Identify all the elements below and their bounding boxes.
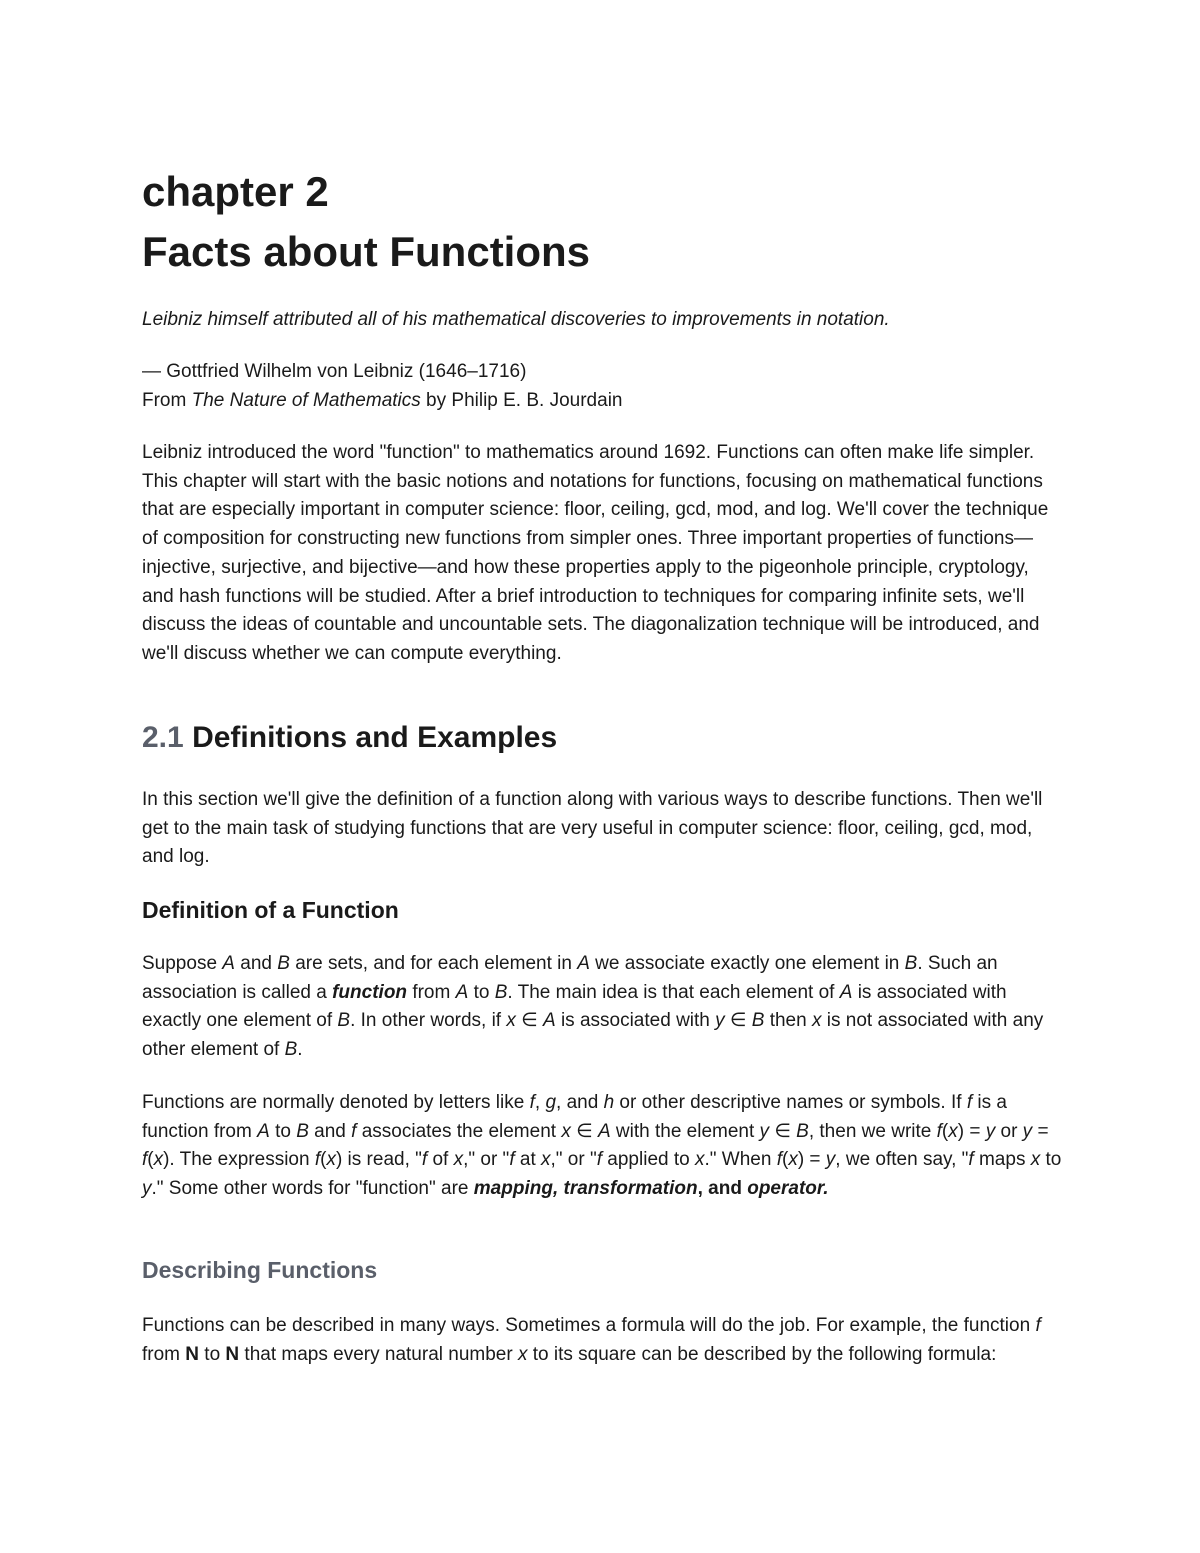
notation-paragraph: Functions are normally denoted by letters like f, g, and h or other descriptive names or symbols. If f is a function from A to B and f associates the element x ∈ A with the element y ∈ B, then we write f(x) = y or y = f(x). The expression f(x) is read, "f of x," or "f at x," or "f applied to x." When f(x) = y, we often say, "f maps x to y." Some other words for "function" are mapping, transformation, and operator. <box>142 1092 1062 1200</box>
chapter-number: chapter 2 <box>142 168 329 215</box>
section-paragraph: In this section we'll give the definition of a function along with various ways to describe functions. Then we'll get to the main task of studying functions that are very useful in computer science: floor, ceiling, gcd, mod, and log. <box>142 789 1043 868</box>
definition-heading: Definition of a Function <box>142 897 399 923</box>
term-mapping: mapping, <box>473 1178 559 1200</box>
definition-paragraph: Suppose A and B are sets, and for each element in A we associate exactly one element in B. Such an association is called a function from A to B. The main idea is that each element of A is associated with exactly one element of B. In other words, if x ∈ A is associated with y ∈ B then x is not associated with any other element of B. <box>142 953 1044 1061</box>
epigraph-attribution-block <box>142 358 1062 415</box>
epigraph-source-prefix: From <box>142 389 192 411</box>
epigraph-attribution: — Gottfried Wilhelm von Leibniz (1646–1716) <box>142 361 527 382</box>
epigraph-source-title: The Nature of Mathematics <box>191 389 421 411</box>
intro-paragraph: Leibniz introduced the word "function" to mathematics around 1692. Functions can often make life simpler. This chapter will start with the basic notions and notations for functions, focusing on mathematical functions that are especially important in computer science: floor, ceiling, gcd, mod, and log. We'll cover the technique of composition for constructing new functions from simpler ones. Three important properties of functions— injective, surjective, and bijective—and how these properties apply to the pigeonhole principle, cryptology, and hash functions will be studied. After a brief introduction to techniques for comparing infinite sets, we'll discuss the ideas of countable and uncountable sets. The diagonalization technique will be introduced, and we'll discuss whether we can compute everything. <box>142 442 1049 664</box>
section-title: Definitions and Examples <box>192 721 558 754</box>
epigraph-quote: Leibniz himself attributed all of his mathematical discoveries to improvements in notation. <box>142 309 890 330</box>
epigraph-source-suffix: by Philip E. B. Jourdain <box>420 389 623 411</box>
section-heading <box>142 718 557 758</box>
describing-paragraph: Functions can be described in many ways. Sometimes a formula will do the job. For example, the function f from N to N that maps every natural number x to its square can be described by the following formula: <box>142 1315 1041 1365</box>
chapter-title: Facts about Functions <box>142 228 591 275</box>
section-number: 2.1 <box>142 721 184 754</box>
describing-heading: Describing Functions <box>142 1257 378 1283</box>
term-operator: operator. <box>747 1178 829 1200</box>
term-function: function <box>332 981 408 1003</box>
term-transformation: transformation <box>563 1178 698 1200</box>
